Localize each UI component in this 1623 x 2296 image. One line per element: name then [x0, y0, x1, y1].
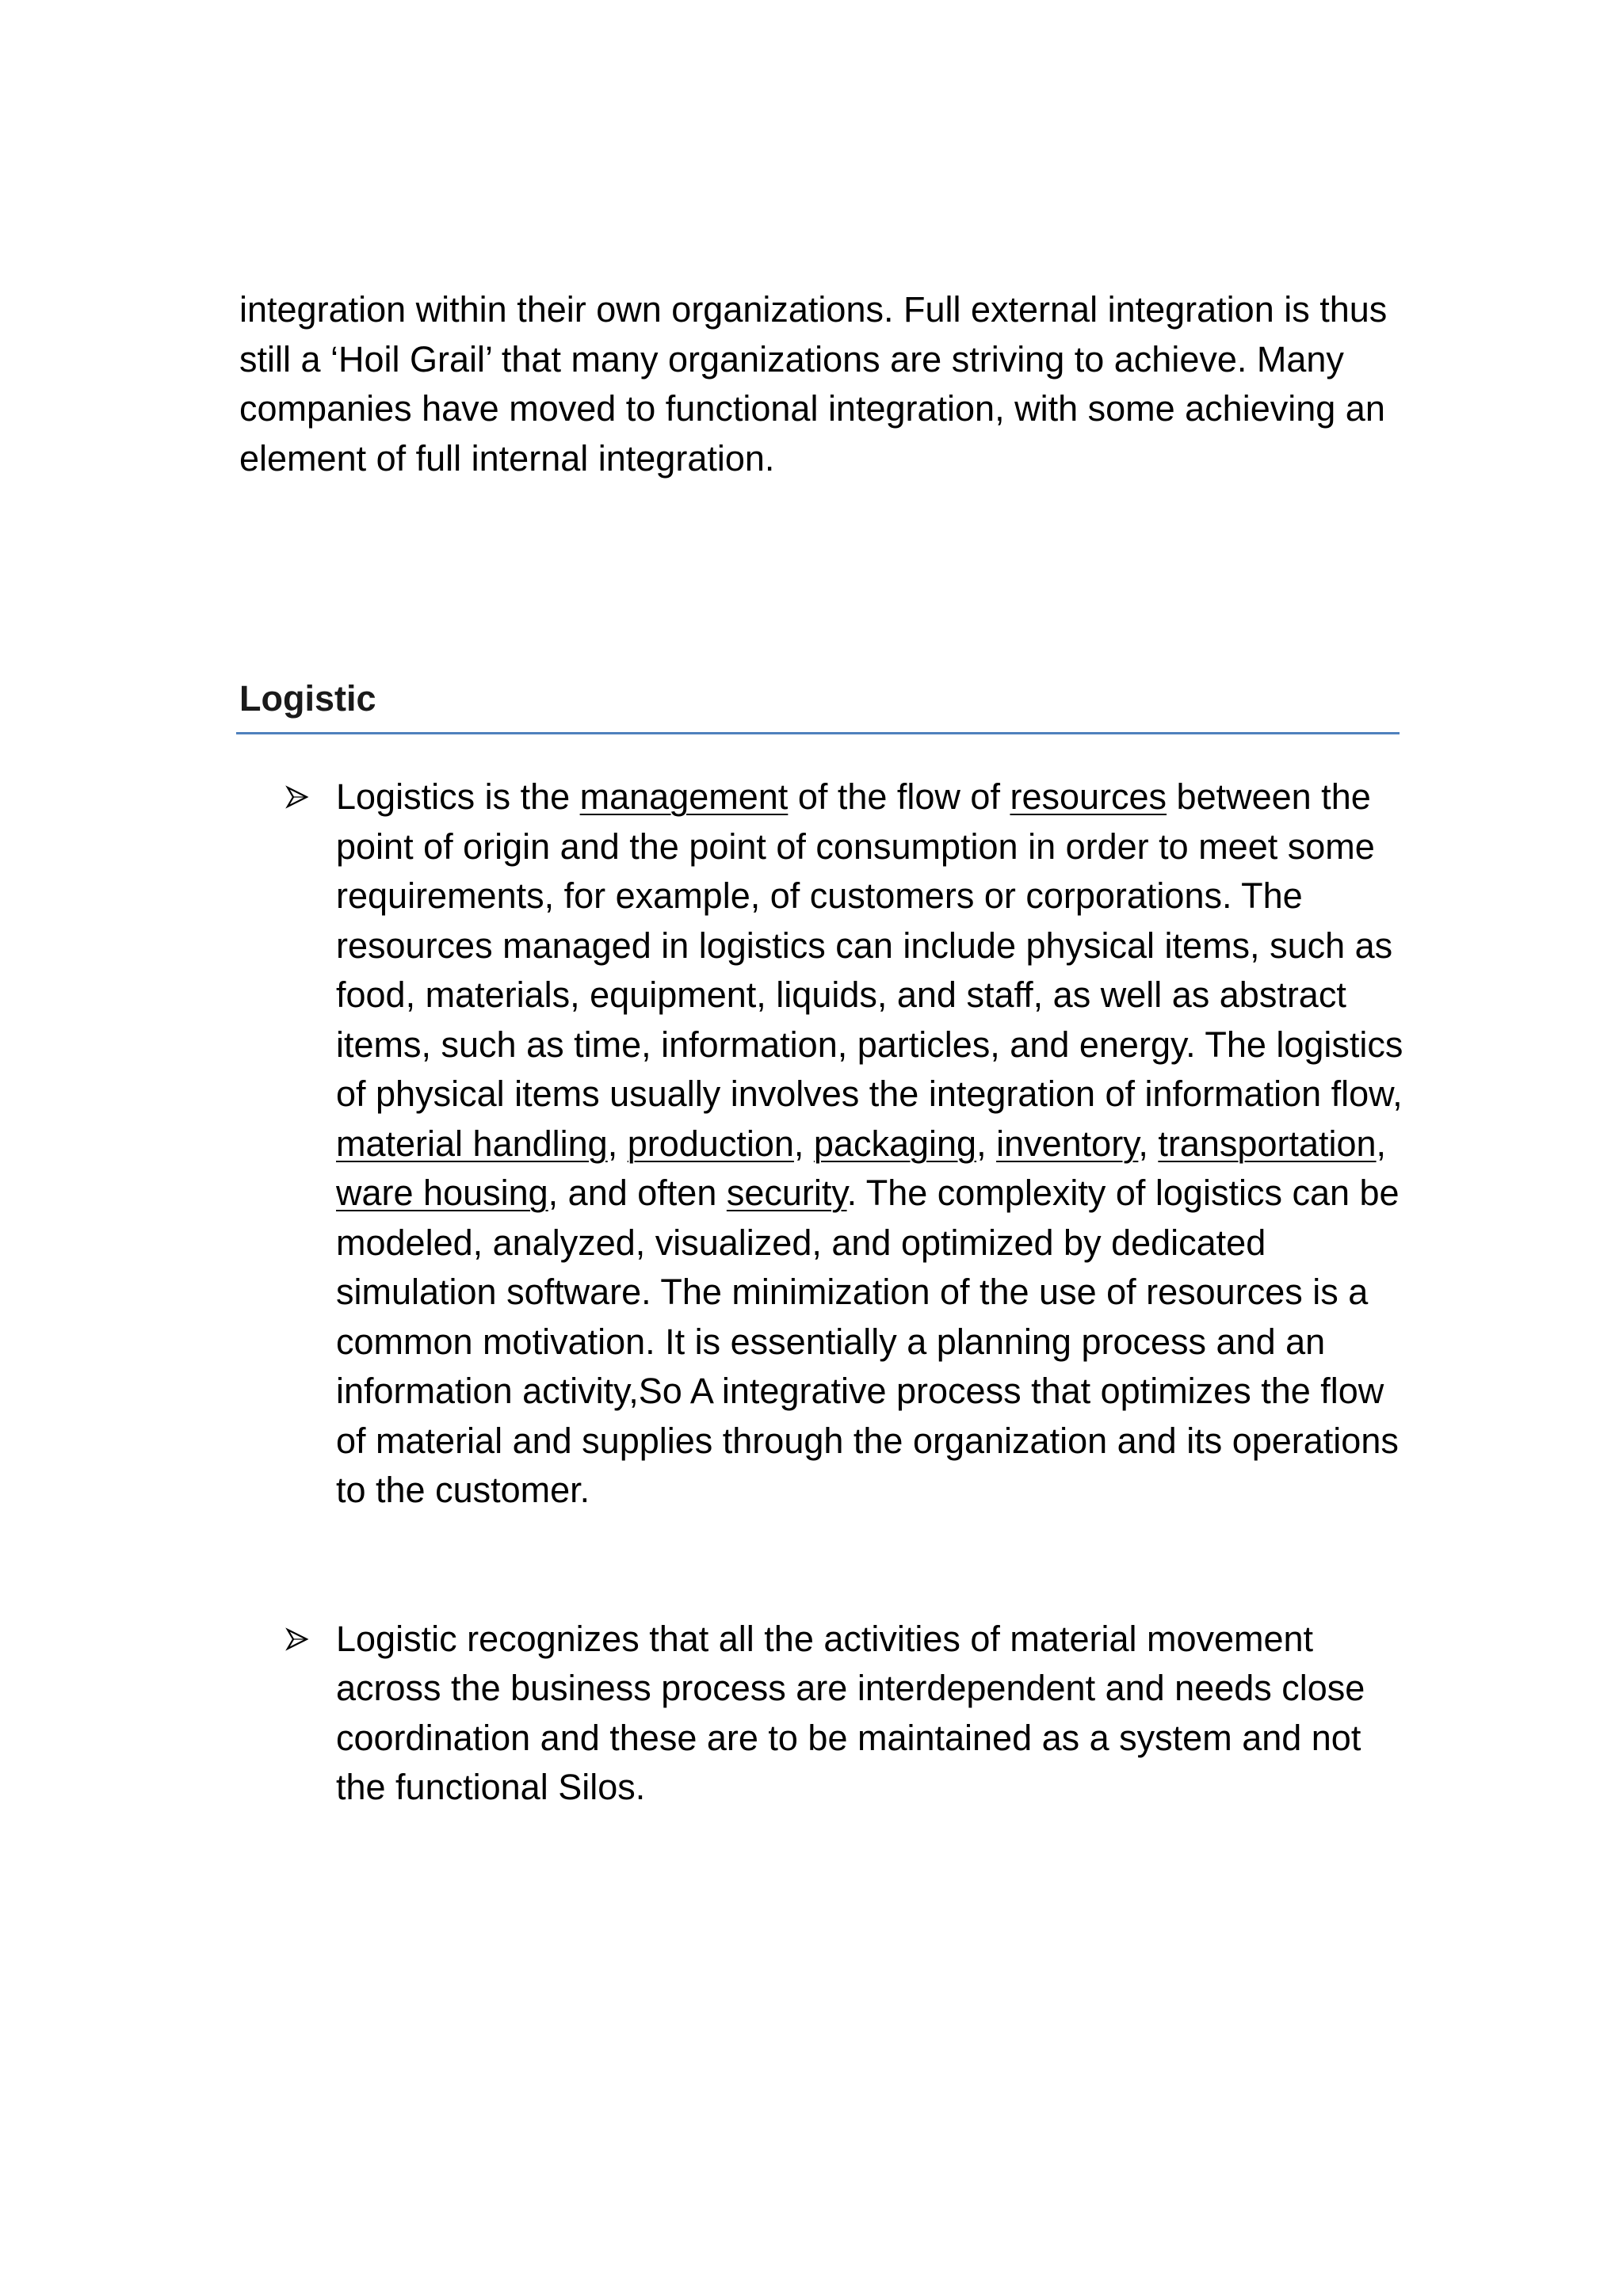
heading-underline — [236, 732, 1400, 734]
arrowhead-bullet-icon — [285, 1615, 317, 1665]
bullet-text: Logistic recognizes that all the activities of material movement across the business process are interdependent and needs close coordination and these are to be maintained as a system and not the functional Silos. — [336, 1618, 1365, 1807]
separator: , — [1138, 1123, 1159, 1164]
link-material-handling[interactable]: material handling — [336, 1123, 608, 1164]
link-production[interactable]: production — [627, 1123, 794, 1164]
link-security[interactable]: security — [726, 1173, 847, 1213]
link-resources[interactable]: resources — [1010, 776, 1167, 817]
link-warehousing[interactable]: ware housing — [336, 1173, 548, 1213]
bullet-text: , and often — [548, 1173, 727, 1213]
bullet-text: Logistics is the — [336, 776, 580, 817]
link-transportation[interactable]: transportation — [1158, 1123, 1377, 1164]
intro-paragraph: integration within their own organizations. Full external integration is thus still a ‘Hoil Grail’ that many organizations are striving to achieve. Many companies have moved to functional integration, with some achieving an element of full internal integration. — [239, 289, 1388, 479]
section-header — [236, 675, 1400, 734]
bullet-text: of the flow of — [788, 776, 1010, 817]
bullet-text: between the point of origin and the point of consumption in order to meet some requirements, for example, of customers or corporations. The resources managed in logistics can include physical items, such as food, materials, equipment, liquids, and staff, as well as abstract items, such as time, information, particles, and energy. The logistics of physical items usually involves the integration of information flow, — [336, 776, 1403, 1114]
separator: , — [976, 1123, 997, 1164]
link-packaging[interactable]: packaging — [813, 1123, 977, 1164]
link-inventory[interactable]: inventory — [996, 1123, 1139, 1164]
bullet-list — [285, 772, 1411, 1813]
bullet-text: . The complexity of logistics can be modeled, analyzed, visualized, and optimized by dedicated simulation software. The minimization of the use of resources is a common motivation. It is essentially a planning process and an information activity,So A integrative process that optimizes the flow of material and supplies through the organization and its operations to the customer. — [336, 1173, 1400, 1510]
bullet-item-logistics-definition — [285, 772, 1411, 1516]
separator: , — [793, 1123, 814, 1164]
separator: , — [607, 1123, 628, 1164]
bullet-item-logistic-recognizes — [285, 1615, 1411, 1813]
arrowhead-bullet-icon — [285, 772, 317, 822]
link-management[interactable]: management — [579, 776, 789, 817]
section-heading: Logistic — [239, 678, 376, 719]
separator: , — [1376, 1123, 1387, 1164]
